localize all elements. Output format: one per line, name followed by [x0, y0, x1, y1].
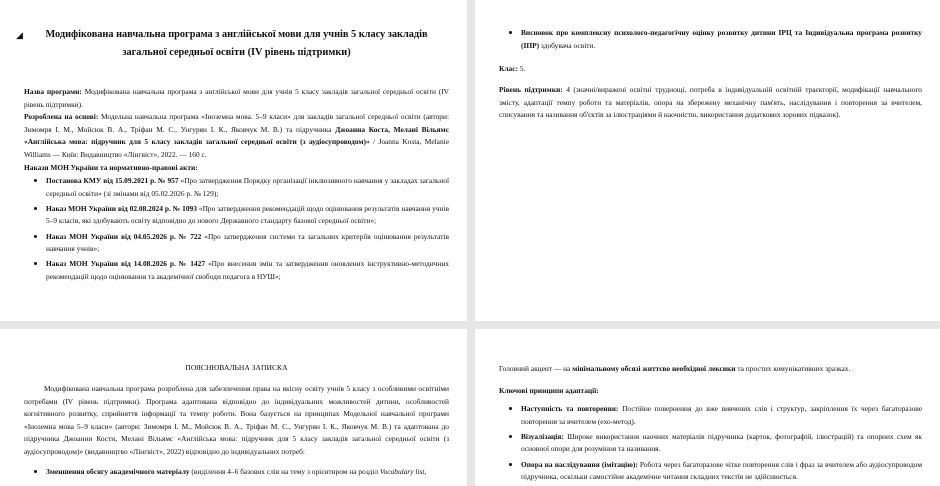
list-item: • Опора на наслідування (імітацію): Робота через багаторазове чітке повторення слів і фраз за вчителем або аудіосупроводом підручника, оскільки самостійне академічне читання складних текстів не здійснюється.	[521, 458, 922, 484]
support-level-paragraph: Рівень підтримки: 4 (значні/виражені освітні труднощі, потреба в індивідуальній освітній траєкторії, модифікації навчального змісту, адаптації темпу роботи та матеріалів, опора на збережену механічну пам'ять, наслідування і повторення за вчителем, списування та називання об'єктів за ілюстраціями й наочністю, використання додаткових зорових підказок).	[499, 85, 922, 120]
principles-heading: Ключові принципи адаптації:	[499, 385, 599, 395]
principles-list	[499, 402, 922, 484]
section-heading: ПОЯСНЮВАЛЬНА ЗАПИСКА	[185, 363, 288, 372]
orders-list	[24, 174, 449, 283]
lead-paragraph: Головний акцент — на мінімальному обсязі життєво необхідної лексики та простих комунікативних зразках.	[499, 364, 851, 373]
document-page-4	[475, 329, 940, 486]
conclusion-list	[499, 26, 922, 52]
list-item: • Зменшення обсягу академічного матеріалу (виділення 4–6 базових слів на тему з орієнтиром на розділ Vocabulary list,	[46, 465, 449, 479]
list-item: • Наказ МОН України від 04.05.2026 р. № 722 «Про затвердження системи та загальних критеріїв оцінювання результатів навчання учнів»;	[46, 230, 449, 256]
orders-heading: Накази МОН України та нормативно-правові акти:	[24, 162, 198, 172]
list-item: • Наказ МОН України від 14.08.2026 р. № 1427 «Про внесення змін та затвердження оновлених інструктивно-методичних рекомендацій щодо оцінювання та академічної свободи педагога в НУШ»;	[46, 257, 449, 283]
based-on-paragraph: Розроблена на основі: Модельна навчальна програма «Іноземна мова. 5–9 класи» для закладів загальної середньої освіти (автори: Зимомря І. М., Мойсюк В. А., Тріфан М. С., Унгурян І. К., Яковчук М. В.) та підручника Джоанна Коста, Мелані Вільямс «Англійська мова: підручник для 5 класу закладів загальної середньої освіти (з аудіосупроводом)» / Joanna Kosta, Melanie Williams — Київ: Видавництво «Лінгвіст», 2022. — 160 с.	[24, 112, 449, 159]
explanatory-paragraph: Модифікована навчальна програма розроблена для забезпечення права на якісну освіту учнів 5 класу з особливими освітніми потребами (IV рівень підтримки). Програма адаптована відповідно до індивідуальних можливостей дитини, особливостей когнітивного розвитку, сприйняття інформації та темпу роботи. Вона базується на принципах Модельної навчальної програми «Іноземна мова 5–9 класи» (автори: Зимомря І. М., Мойсюк В. А., Тріфан М. С., Унгурян І. К., Яковчук М. В.) та адаптована до підручника Джоанни Кости, Мелані Вільямс «Англійська мова: підручник для 5 класу закладів загальної середньої освіти (з аудіосупроводом)» (видавництво «Лінгвіст», 2022) відповідно до індивідуальних потреб:	[24, 384, 449, 456]
document-page-2	[475, 0, 940, 321]
document-page-1	[0, 0, 467, 321]
adaptation-list	[24, 465, 449, 479]
list-item: • Наказ МОН України від 02.08.2024 р. № 1093 «Про затвердження рекомендацій щодо оцінювання результатів навчання учнів 5–9 класів, які здобувають освіту відповідно до нового Державного стандарту базової середньої освіти»;	[46, 202, 449, 228]
document-page-3	[0, 329, 467, 486]
list-item: • Візуалізація: Широке використання наочних матеріалів підручника (карток, фотографій, ілюстрацій) та опорних схем як основної опори для розуміння та називання.	[521, 430, 922, 456]
program-name-paragraph: Назва програми: Модифікована навчальна програма з англійської мови для учнів 5 класу закладів загальної середньої освіти (IV рівень підтримки).	[24, 87, 449, 109]
list-item: • Висновок про комплексну психолого-педагогічну оцінку розвитку дитини ІРЦ та Індивідуальна програма розвитку (ІПР) здобувача освіти.	[521, 26, 922, 52]
class-paragraph: Клас: 5.	[499, 63, 526, 73]
list-item: • Постанова КМУ від 15.09.2021 р. № 957 «Про затвердження Порядку організації інклюзивного навчання у закладах загальної середньої освіти» (зі змінами від 05.02.2026 р. № 129);	[46, 174, 449, 200]
program-title[interactable]: ◢ Модифікована навчальна програма з англійської мови для учнів 5 класу закладів загальної середньої освіти (IV рівень підтримки)	[24, 26, 449, 62]
list-item: • Наступність та повторення: Постійне повернення до вже вивчених слів і структур, закріплення їх через багаторазове повторення за вчителем (ехо-метод).	[521, 402, 922, 428]
collapse-triangle-icon[interactable]: ◢	[16, 30, 23, 40]
